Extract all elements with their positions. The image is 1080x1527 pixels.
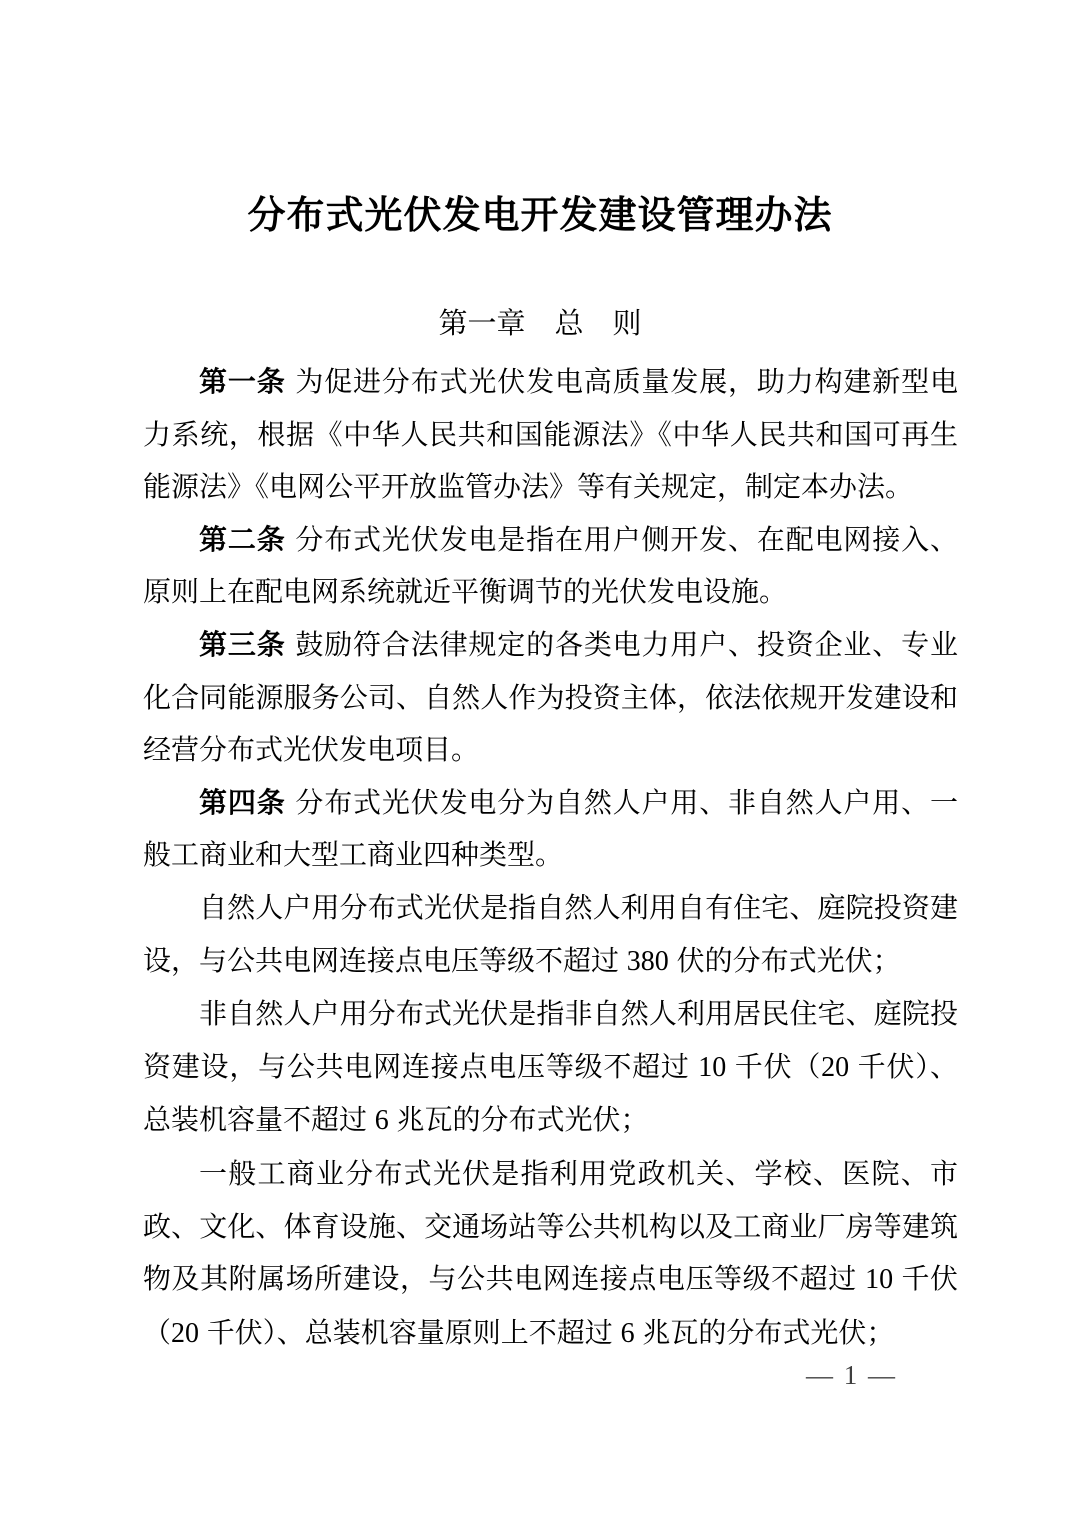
paragraph xyxy=(143,882,958,988)
paragraph-text: 为促进分布式光伏发电高质量发展，助力构建新型电力系统，根据《中华人民共和国能源法》《中华人民共和国可再生能源法》《电网公平开放监管办法》等有关规定，制定本办法。 xyxy=(143,366,958,503)
article-label: 第一条 xyxy=(199,366,286,397)
paragraph xyxy=(143,514,958,619)
paragraph-text: 分布式光伏发电分为自然人户用、非自然人户用、一般工商业和大型工商业四种类型。 xyxy=(143,786,958,871)
paragraph xyxy=(143,988,958,1148)
paragraph xyxy=(143,356,958,514)
document-body xyxy=(143,356,958,1360)
article-label: 第四条 xyxy=(199,786,286,818)
paragraph xyxy=(143,619,958,777)
paragraph-text: 一般工商业分布式光伏是指利用党政机关、学校、医院、市政、文化、体育设施、交通场站等公共机构以及工商业厂房等建筑物及其附属场所建设，与公共电网连接点电压等级不超过 10 千伏（20 千伏）、总装机容量原则上不超过 6 兆瓦的分布式光伏； xyxy=(143,1157,958,1349)
page-number: — 1 — xyxy=(806,1360,897,1390)
paragraph-text: 自然人户用分布式光伏是指自然人利用自有住宅、庭院投资建设，与公共电网连接点电压等级不超过 380 伏的分布式光伏； xyxy=(143,891,958,977)
paragraph xyxy=(143,777,958,882)
chapter-heading: 第一章 总 则 xyxy=(438,308,642,340)
paragraph-text: 分布式光伏发电是指在用户侧开发、在配电网接入、原则上在配电网系统就近平衡调节的光伏发电设施。 xyxy=(143,523,958,608)
paragraph xyxy=(143,1148,958,1360)
paragraph-text: 鼓励符合法律规定的各类电力用户、投资企业、专业化合同能源服务公司、自然人作为投资主体，依法依规开发建设和经营分布式光伏发电项目。 xyxy=(143,628,958,766)
paragraph-text: 非自然人户用分布式光伏是指非自然人利用居民住宅、庭院投资建设，与公共电网连接点电压等级不超过 10 千伏（20 千伏）、总装机容量不超过 6 兆瓦的分布式光伏； xyxy=(143,998,958,1137)
article-label: 第二条 xyxy=(199,523,286,555)
article-label: 第三条 xyxy=(199,628,286,660)
document-title: 分布式光伏发电开发建设管理办法 xyxy=(247,195,833,237)
